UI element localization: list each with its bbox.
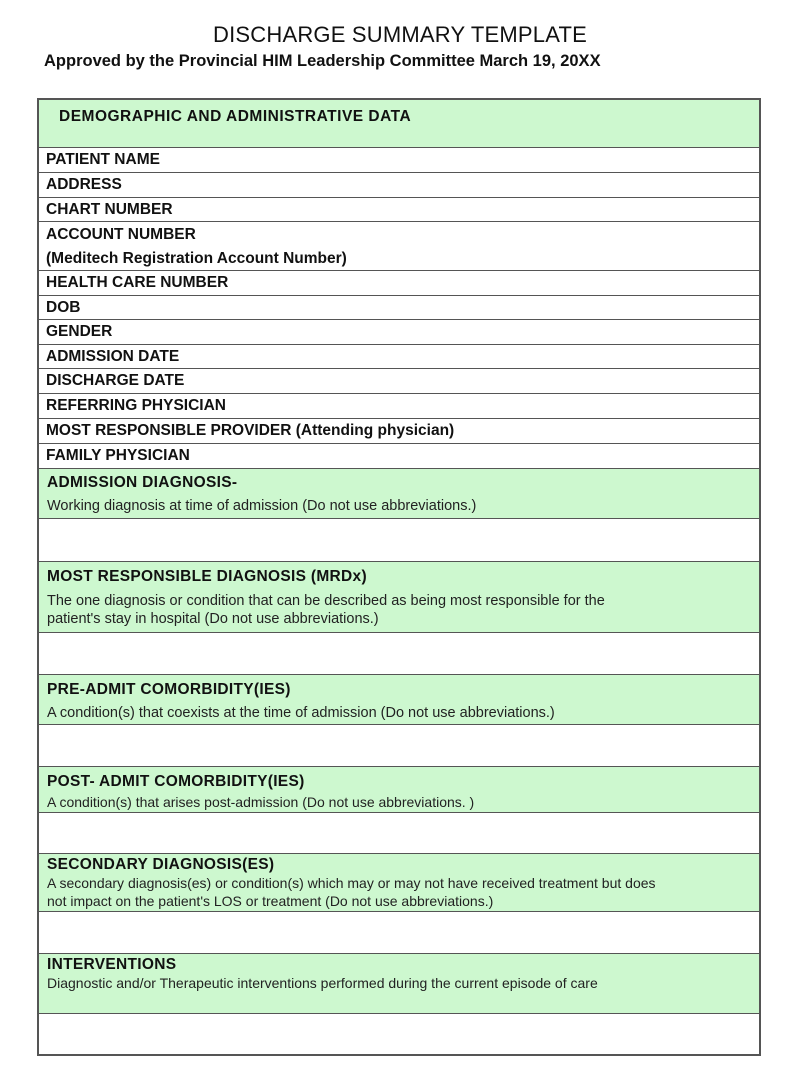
document-title: DISCHARGE SUMMARY TEMPLATE — [213, 22, 587, 47]
section-interventions — [39, 954, 759, 1014]
field-label: FAMILY PHYSICIAN — [46, 447, 190, 464]
section-description: patient's stay in hospital (Do not use abbreviations.) — [47, 611, 379, 627]
section-admission-diagnosis — [39, 469, 759, 519]
field-label: ADMISSION DATE — [46, 348, 180, 365]
section-heading: PRE-ADMIT COMORBIDITY(IES) — [47, 681, 291, 698]
field-label: DISCHARGE DATE — [46, 372, 185, 389]
section-heading: POST- ADMIT COMORBIDITY(IES) — [47, 773, 305, 790]
field-discharge-date[interactable] — [39, 369, 759, 394]
field-account-number[interactable] — [39, 222, 759, 271]
interventions-entry[interactable] — [39, 1014, 759, 1054]
field-label: PATIENT NAME — [46, 151, 160, 168]
field-gender[interactable] — [39, 320, 759, 345]
field-chart-number[interactable] — [39, 198, 759, 222]
section-description: A condition(s) that coexists at the time of admission (Do not use abbreviations.) — [47, 705, 555, 721]
field-dob[interactable] — [39, 296, 759, 320]
section-heading: INTERVENTIONS — [47, 956, 177, 973]
secondary-diagnosis-entry[interactable] — [39, 912, 759, 954]
field-admission-date[interactable] — [39, 345, 759, 369]
field-label: ACCOUNT NUMBER — [46, 226, 196, 243]
post-admit-comorbidity-entry[interactable] — [39, 813, 759, 854]
section-most-responsible-diagnosis — [39, 562, 759, 633]
field-label: MOST RESPONSIBLE PROVIDER (Attending physician) — [46, 422, 455, 439]
field-patient-name[interactable] — [39, 148, 759, 173]
pre-admit-comorbidity-entry[interactable] — [39, 725, 759, 767]
admission-diagnosis-entry[interactable] — [39, 519, 759, 562]
field-label: ADDRESS — [46, 176, 122, 193]
section-pre-admit-comorbidity — [39, 675, 759, 725]
demographics-heading: DEMOGRAPHIC AND ADMINISTRATIVE DATA — [59, 108, 412, 125]
field-label: CHART NUMBER — [46, 201, 173, 218]
discharge-summary-form — [37, 98, 761, 1056]
field-label: HEALTH CARE NUMBER — [46, 274, 229, 291]
section-description: not impact on the patient's LOS or treatment (Do not use abbreviations.) — [47, 893, 494, 909]
field-most-responsible-provider[interactable] — [39, 419, 759, 444]
section-heading: ADMISSION DIAGNOSIS- — [47, 474, 238, 491]
field-health-care-number[interactable] — [39, 271, 759, 296]
section-description: Diagnostic and/or Therapeutic interventions performed during the current episode of care — [47, 975, 598, 991]
most-responsible-diagnosis-entry[interactable] — [39, 633, 759, 675]
field-address[interactable] — [39, 173, 759, 198]
section-description: The one diagnosis or condition that can be described as being most responsible for the — [47, 593, 605, 609]
section-heading: MOST RESPONSIBLE DIAGNOSIS (MRDx) — [47, 568, 367, 585]
field-label: REFERRING PHYSICIAN — [46, 397, 226, 414]
field-family-physician[interactable] — [39, 444, 759, 469]
section-post-admit-comorbidity — [39, 767, 759, 813]
field-label: GENDER — [46, 323, 113, 340]
section-description: Working diagnosis at time of admission (Do not use abbreviations.) — [47, 498, 477, 514]
field-label: DOB — [46, 299, 81, 316]
field-sublabel: (Meditech Registration Account Number) — [46, 250, 347, 267]
section-heading: SECONDARY DIAGNOSIS(ES) — [47, 856, 275, 873]
demographics-header — [39, 100, 759, 148]
approval-subtitle: Approved by the Provincial HIM Leadership Committee March 19, 20XX — [44, 52, 601, 70]
section-secondary-diagnosis — [39, 854, 759, 912]
field-referring-physician[interactable] — [39, 394, 759, 419]
section-description: A secondary diagnosis(es) or condition(s) which may or may not have received treatment but does — [47, 875, 656, 891]
section-description: A condition(s) that arises post-admission (Do not use abbreviations. ) — [47, 794, 475, 810]
